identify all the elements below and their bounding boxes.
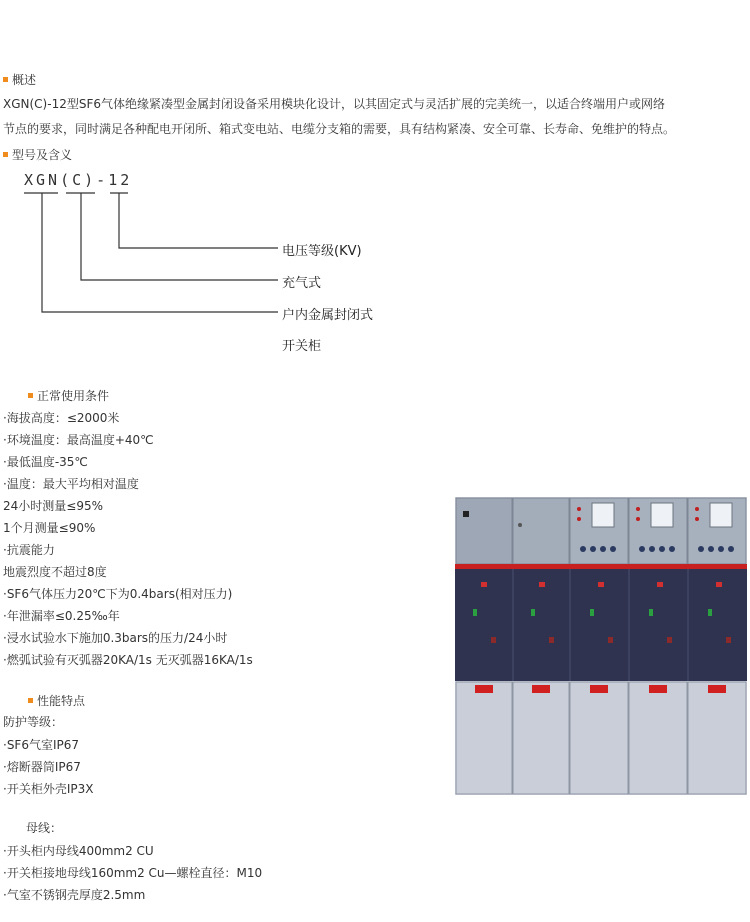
list-item: 1个月测量≤90% (3, 521, 96, 535)
conditions-heading (28, 388, 109, 404)
performance-heading-text: 性能特点 (37, 694, 86, 708)
list-item: ·温度：最大平均相对温度 (3, 477, 139, 491)
model-label-switchgear: 开关柜 (282, 339, 322, 354)
list-item: ·熔断器筒IP67 (3, 760, 81, 774)
overview-line-1: XGN(C)-12型SF6气体绝缘紧凑型金属封闭设备采用模块化设计，以其固定式与灵活扩展的完美统一，以适合终端用户或网络 (3, 97, 665, 111)
bullet-square-icon (28, 698, 33, 703)
list-item: ·燃弧试验有灭弧器20KA/1s 无灭弧器16KA/1s (3, 653, 253, 667)
overview-line-2: 节点的要求，同时满足各种配电开闭所、箱式变电站、电缆分支箱的需要，具有结构紧凑、安全可靠、长寿命、免维护的特点。 (3, 122, 676, 136)
performance-heading (28, 693, 85, 709)
list-item: ·年泄漏率≤0.25‰年 (3, 609, 120, 623)
list-item: 防护等级： (3, 715, 64, 729)
list-item: 24小时测量≤95% (3, 499, 103, 513)
switchgear-cabinet-image (455, 497, 747, 795)
model-label-indoor-metal-enclosed: 户内金属封闭式 (282, 308, 374, 323)
list-item: ·最低温度-35℃ (3, 455, 88, 469)
list-item: ·SF6气体压力20℃下为0.4bars(相对压力) (3, 587, 233, 601)
list-item: ·浸水试验水下施加0.3bars的压力/24小时 (3, 631, 228, 645)
model-heading-text: 型号及含义 (12, 148, 73, 162)
list-item: ·气室不锈钢壳厚度2.5mm (3, 888, 146, 902)
overview-heading-text: 概述 (12, 73, 37, 87)
list-item: ·抗震能力 (3, 543, 55, 557)
bullet-square-icon (28, 393, 33, 398)
model-label-voltage: 电压等级(KV) (282, 244, 362, 259)
list-item: ·SF6气室IP67 (3, 738, 80, 752)
conditions-heading-text: 正常使用条件 (37, 389, 110, 403)
list-item: ·环境温度：最高温度+40℃ (3, 433, 154, 447)
list-item: ·开关柜接地母线160mm2 Cu—螺栓直径：M10 (3, 866, 263, 880)
list-item: ·海拔高度：≤2000米 (3, 411, 120, 425)
model-code: XGN(C)-12 (24, 171, 133, 189)
list-item: 地震烈度不超过8度 (3, 565, 107, 579)
busbar-heading: 母线： (26, 821, 63, 835)
model-label-gas-filled: 充气式 (282, 276, 322, 291)
list-item: ·开头柜内母线400mm2 CU (3, 844, 154, 858)
list-item: ·开关柜外壳IP3X (3, 782, 94, 796)
